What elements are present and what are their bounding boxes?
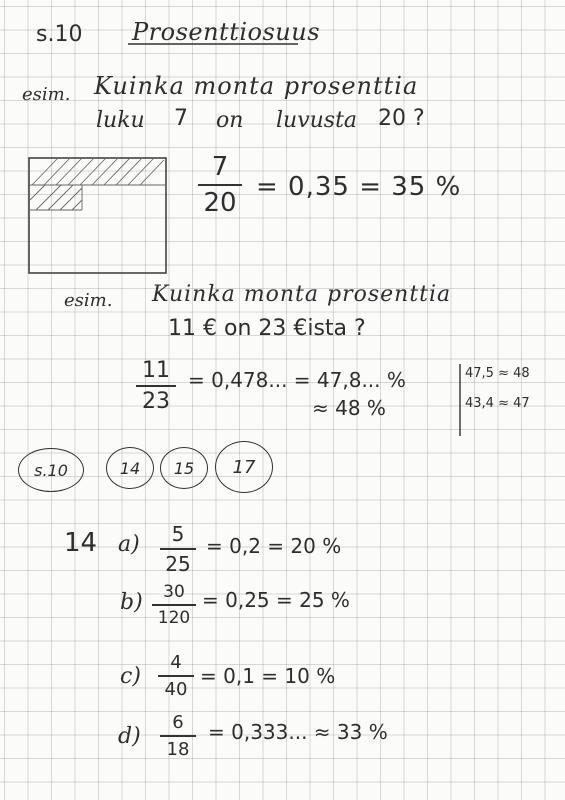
exercise-item-fraction-a — [160, 522, 196, 576]
exercise-number: 14 — [64, 528, 98, 558]
fraction-bar — [136, 385, 176, 387]
example1-fraction — [198, 152, 242, 218]
exercise-item-label-b: b) — [120, 590, 143, 615]
task-label: 17 — [232, 456, 256, 478]
fraction-bar — [160, 735, 196, 737]
example2-question-line1: Kuinka monta prosenttia — [152, 282, 452, 307]
fraction-bar — [158, 675, 194, 677]
page-ref: s.10 — [36, 22, 83, 47]
example2-result-line1: = 0,478... = 47,8... % — [188, 368, 406, 392]
task-circle-14 — [106, 447, 154, 489]
example2-esim-label: esim. — [64, 290, 113, 311]
task-circle-15 — [160, 447, 208, 489]
exercise-item-fraction-c — [158, 652, 194, 700]
fraction-denominator: 23 — [142, 388, 170, 414]
exercise-item-result-b: = 0,25 = 25 % — [202, 588, 350, 612]
fraction-denominator: 20 — [203, 187, 237, 218]
fraction-numerator: 11 — [142, 358, 170, 383]
example1-question-line1: Kuinka monta prosenttia — [94, 72, 419, 100]
example2-side-note-1: 47,5 ≈ 48 — [465, 366, 530, 381]
task-label: 15 — [173, 458, 195, 478]
fraction-denominator: 18 — [166, 738, 190, 760]
task-circle-s10 — [18, 448, 84, 492]
example1-word-on: on — [216, 108, 244, 133]
exercise-item-label-d: d) — [118, 724, 141, 749]
fraction-bar — [198, 184, 242, 186]
fraction-numerator: 4 — [170, 652, 182, 673]
example2-fraction — [136, 358, 176, 414]
example2-result-line2: ≈ 48 % — [312, 396, 386, 420]
exercise-item-label-c: c) — [120, 664, 141, 689]
example1-esim-label: esim. — [22, 84, 71, 105]
exercise-item-result-c: = 0,1 = 10 % — [200, 664, 336, 688]
fraction-numerator: 30 — [163, 582, 185, 602]
fraction-denominator: 120 — [157, 607, 191, 628]
task-label: s.10 — [34, 460, 68, 480]
exercise-item-fraction-b — [152, 582, 196, 628]
fraction-bar — [160, 548, 196, 550]
page-title: Prosenttiosuus — [132, 18, 321, 46]
fraction-numerator: 6 — [172, 712, 184, 733]
shaded-region — [29, 158, 166, 210]
example1-word-luvusta: luvusta — [276, 108, 358, 133]
example1-word-luku: luku — [96, 108, 145, 133]
exercise-item-fraction-d — [160, 712, 196, 760]
example1-number-7: 7 — [174, 106, 188, 131]
fraction-bar — [152, 604, 196, 606]
percentage-rectangle — [29, 158, 166, 273]
exercise-item-label-a: a) — [118, 532, 140, 557]
task-circle-17 — [215, 441, 273, 493]
fraction-numerator: 5 — [171, 522, 185, 546]
fraction-numerator: 7 — [211, 152, 229, 182]
exercise-item-result-a: = 0,2 = 20 % — [206, 534, 342, 558]
example2-question-line2: 11 € on 23 €ista ? — [168, 316, 366, 341]
example1-result: = 0,35 = 35 % — [256, 172, 462, 202]
example1-number-20: 20 ? — [378, 106, 425, 131]
fraction-denominator: 40 — [164, 678, 188, 700]
example2-side-note-2: 43,4 ≈ 47 — [465, 396, 530, 411]
exercise-item-result-d: = 0,333... ≈ 33 % — [208, 720, 388, 744]
fraction-denominator: 25 — [165, 551, 191, 576]
task-label: 14 — [119, 458, 141, 478]
